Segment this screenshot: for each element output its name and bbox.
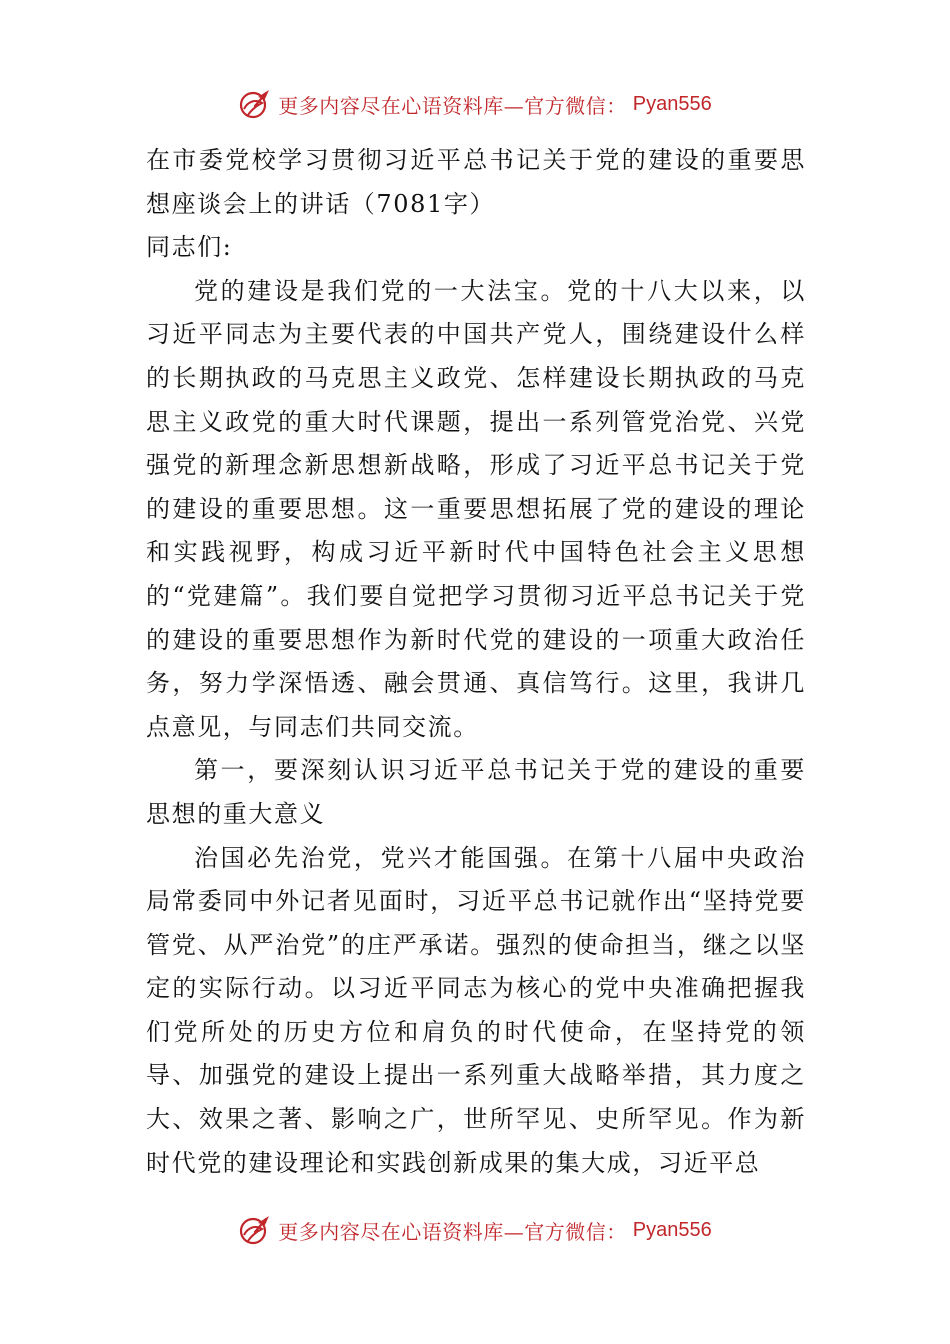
greeting: 同志们: xyxy=(146,233,233,262)
watermark-banner-bottom xyxy=(0,1210,950,1250)
paragraph-section-one: 治国必先治党，党兴才能国强。在第十八届中央政治局常委同中外记者见面时，习近平总书记就作出“坚持党要管党、从严治党”的庄严承诺。强烈的使命担当，继之以坚定的实际行动。以习近平同志为核心的党中央准确把握我们党所处的历史方位和肩负的时代使命，在坚持党的领导、加强党的建设上提出一系列重大战略举措，其力度之大、效果之著、影响之广，世所罕见、史所罕见。作为新时代党的建设理论和实践创新成果的集大成，习近平总 xyxy=(146,843,806,1177)
watermark-wechat-id: Pyan556 xyxy=(632,1218,712,1241)
section-heading-first: 第一，要深刻认识习近平总书记关于党的建设的重要思想的重大意义 xyxy=(146,756,806,828)
watermark-banner-top xyxy=(0,84,950,124)
watermark-text: 更多内容尽在心语资料库—官方微信： xyxy=(278,93,627,118)
document-title: 在市委党校学习贯彻习近平总书记关于党的建设的重要思想座谈会上的讲话（7081字） xyxy=(146,146,806,218)
pen-swirl-logo-icon xyxy=(238,87,272,121)
pen-swirl-logo-icon xyxy=(238,1213,272,1247)
paragraph-intro: 党的建设是我们党的一大法宝。党的十八大以来，以习近平同志为主要代表的中国共产党人，围绕建设什么样的长期执政的马克思主义政党、怎样建设长期执政的马克思主义政党的重大时代课题，提出一系列管党治党、兴党强党的新理念新思想新战略，形成了习近平总书记关于党的建设的重要思想。这一重要思想拓展了党的建设的理论和实践视野，构成习近平新时代中国特色社会主义思想的“党建篇”。我们要自觉把学习贯彻习近平总书记关于党的建设的重要思想作为新时代党的建设的一项重大政治任务，努力学深悟透、融会贯通、真信笃行。这里，我讲几点意见，与同志们共同交流。 xyxy=(146,276,806,741)
watermark-text: 更多内容尽在心语资料库—官方微信： xyxy=(278,1219,627,1244)
document-body xyxy=(146,139,806,1185)
watermark-content xyxy=(238,1213,711,1247)
watermark-wechat-id: Pyan556 xyxy=(632,92,712,115)
watermark-content xyxy=(238,87,711,121)
